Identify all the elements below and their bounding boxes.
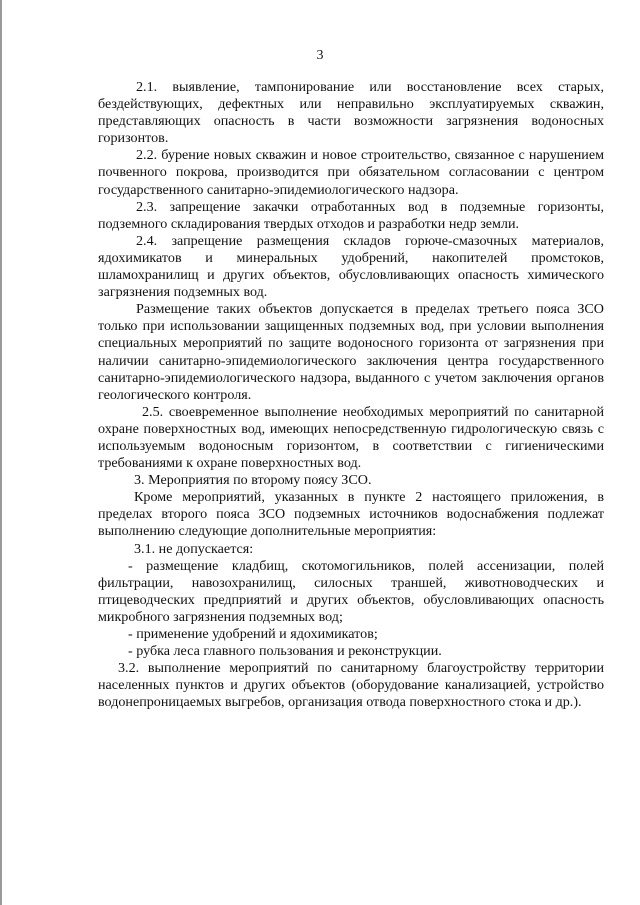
list-item-logging: - рубка леса главного пользования и реконструкции. [128,643,442,660]
list-item-fertilizers: - применение удобрений и ядохимикатов; [128,626,378,642]
section-heading-3: 3. Мероприятия по второму поясу ЗСО. [134,472,372,489]
page-number: 3 [316,48,324,63]
paragraph-section-3-intro: Кроме мероприятий, указанных в пункте 2 настоящего приложения, в пределах второго пояса ЗСО подземных источников водоснабжения подлежат выполнению следующие дополнительные мероприятия: [98,489,604,540]
scan-edge [0,0,2,905]
paragraph-2-4: 2.4. запрещение размещения складов горюче-смазочных материалов, ядохимикатов и минеральных удобрений, накопителей промстоков, шламохранилищ и других объектов, обусловливающих опасность химического загрязнения подземных вод. [98,232,604,301]
paragraph-3-1: 3.1. не допускается: [134,540,254,557]
paragraph-2-3: 2.3. запрещение закачки отработанных вод в подземные горизонты, подземного складирования твердых отходов и разработки недр земли. [98,198,604,232]
paragraph-placement: Размещение таких объектов допускается в пределах третьего пояса ЗСО только при использовании защищенных подземных вод, при условии выполнения специальных мероприятий по защите водоносного горизонта от загрязнения при наличии санитарно-эпидемиологического заключения центра государственного санитарно-эпидемиологического надзора, выданного с учетом заключения органов геологического контроля. [98,301,604,403]
paragraph-2-2: 2.2. бурение новых скважин и новое строительство, связанное с нарушением почвенного покрова, производится при обязательном согласовании с центром государственного санитарно-эпидемиологического надзора. [98,147,604,198]
list-item-placement: - размещение кладбищ, скотомогильников, полей ассенизации, полей фильтрации, навозохранилищ, силосных траншей, животноводческих и птицеводческих предприятий и других объектов, обусловливающих опасность микробного загрязнения подземных вод; [98,557,604,625]
document-body [98,79,604,711]
paragraph-2-1: 2.1. выявление, тампонирование или восстановление всех старых, бездействующих, дефектных или неправильно эксплуатируемых скважин, представляющих опасность в части возможности загрязнения водоносных горизонтов. [98,79,604,147]
paragraph-3-2: 3.2. выполнение мероприятий по санитарному благоустройству территории населенных пунктов и других объектов (оборудование канализацией, устройство водонепроницаемых выгребов, организация отвода поверхностного стока и др.). [98,660,604,711]
paragraph-2-5: 2.5. своевременное выполнение необходимых мероприятий по санитарной охране поверхностных вод, имеющих непосредственную гидрологическую связь с используемым водоносным горизонтом, в соответствии с гигиеническими требованиями к охране поверхностных вод. [98,403,604,472]
